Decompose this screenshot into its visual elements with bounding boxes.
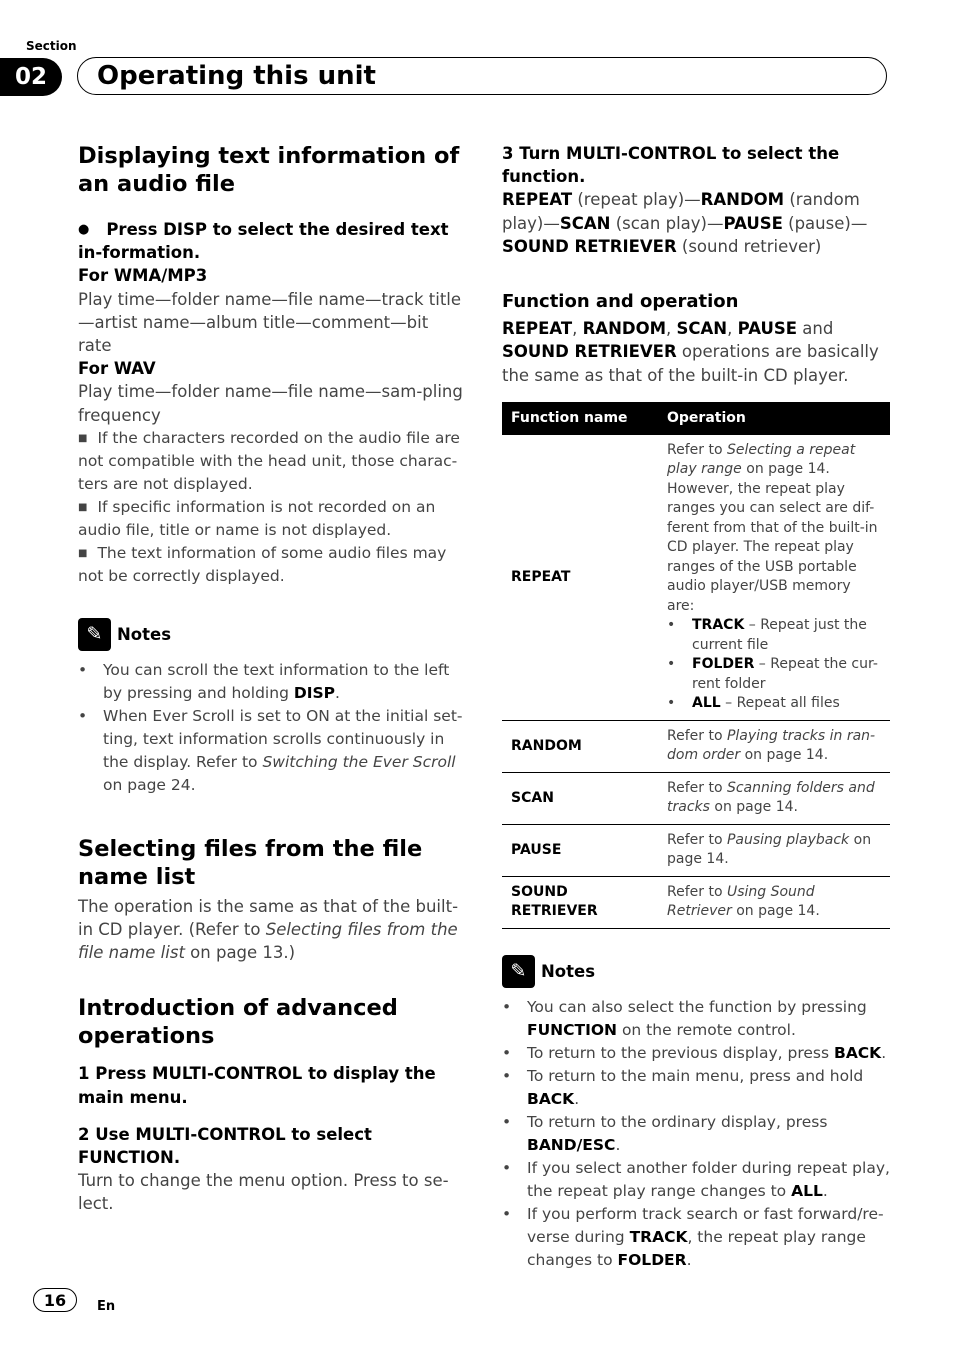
table-cell-function: SOUND RETRIEVER <box>502 876 658 928</box>
bullet-icon: • <box>667 617 676 634</box>
bullet-icon: • <box>78 660 88 679</box>
bullet-icon: • <box>502 997 512 1016</box>
function-operation-text: REPEAT, RANDOM, SCAN, PAUSE and SOUND RETRIEVER operations are basically the same as that of the built-in CD player. <box>502 319 879 385</box>
step-2: 2 Use MULTI-CONTROL to select FUNCTION. <box>78 1124 372 1168</box>
note-item: • You can scroll the text information to the left by pressing and holding DISP. <box>78 659 466 705</box>
table-header-row <box>502 402 890 435</box>
table-cell-function: REPEAT <box>502 435 658 721</box>
table-cell-operation: Refer to Selecting a repeat play range on page 14. However, the repeat play ranges you can select are dif-ferent from that of the built-in CD player. The repeat play ranges of the USB portable audio player/USB memory are: • TRACK – Repeat just the current file • FOLDER – Repeat the cur-rent folder • ALL – Repeat all files <box>658 435 890 721</box>
table-cell-operation: Refer to Scanning folders and tracks on page 14. <box>658 772 890 824</box>
right-column <box>502 142 890 1272</box>
note-item: • To return to the ordinary display, press BAND/ESC. <box>502 1111 890 1157</box>
wma-heading: For WMA/MP3 <box>78 266 208 286</box>
step-1: 1 Press MULTI-CONTROL to display the main menu. <box>78 1064 436 1107</box>
bullet-icon: • <box>502 1204 512 1223</box>
bullet-dot-icon: ● <box>78 222 90 237</box>
function-table <box>502 402 890 929</box>
heading-selecting-files: Selecting files from the file name list <box>78 835 423 890</box>
bullet-icon: • <box>667 695 676 712</box>
table-cell-function: RANDOM <box>502 720 658 772</box>
table-cell-operation: Refer to Pausing playback on page 14. <box>658 824 890 876</box>
bullet-icon: • <box>78 706 88 725</box>
table-row-pause <box>502 824 890 876</box>
notes-heading: ✎ Notes <box>78 618 466 651</box>
bullet-icon: • <box>502 1112 512 1131</box>
table-row-repeat <box>502 435 890 721</box>
caution-item: ■ The text information of some audio files may not be correctly displayed. <box>78 543 447 585</box>
bullet-icon: • <box>502 1066 512 1085</box>
function-sequence: REPEAT (repeat play)—RANDOM (random play)—SCAN (scan play)—PAUSE (pause)—SOUND RETRIEVER (sound retriever) <box>502 190 868 256</box>
table-row-sound-retriever <box>502 876 890 928</box>
note-item: • If you select another folder during repeat play, the repeat play range changes to ALL. <box>502 1157 890 1203</box>
square-bullet-icon: ■ <box>78 501 88 513</box>
section-label: Section <box>26 39 77 53</box>
bullet-icon: • <box>502 1158 512 1177</box>
note-item: • To return to the previous display, press BACK. <box>502 1042 890 1065</box>
square-bullet-icon: ■ <box>78 547 88 559</box>
table-row-random <box>502 720 890 772</box>
table-cell-function: PAUSE <box>502 824 658 876</box>
wav-text: Play time—folder name—file name—sam-pling frequency <box>78 382 463 425</box>
wma-text: Play time—folder name—file name—track title—artist name—album title—comment—bit rate <box>78 289 462 356</box>
table-cell-operation: Refer to Playing tracks in ran-dom order on page 14. <box>658 720 890 772</box>
wav-heading: For WAV <box>78 359 156 379</box>
note-item: • When Ever Scroll is set to ON at the initial set-ting, text information scrolls continuously in the display. Refer to Switching the Ever Scroll on page 24. <box>78 705 466 797</box>
language-code: En <box>97 1299 116 1314</box>
left-column <box>78 142 466 1216</box>
square-bullet-icon: ■ <box>78 432 88 444</box>
heading-advanced-operations: Introduction of advanced operations <box>78 995 398 1050</box>
page-title: Operating this unit <box>97 61 376 91</box>
note-item: • To return to the main menu, press and hold BACK. <box>502 1065 890 1111</box>
step-2-text: Turn to change the menu option. Press to se-lect. <box>78 1171 449 1214</box>
function-operation-heading: Function and operation <box>502 291 739 313</box>
bullet-icon: • <box>502 1043 512 1062</box>
pencil-note-icon: ✎ <box>502 955 535 988</box>
pencil-note-icon: ✎ <box>78 618 111 651</box>
heading-displaying-text: Displaying text information of an audio file <box>78 143 460 197</box>
table-cell-function: SCAN <box>502 772 658 824</box>
table-cell-operation: Refer to Using Sound Retriever on page 14. <box>658 876 890 928</box>
table-row-scan <box>502 772 890 824</box>
caution-item: ■ If the characters recorded on the audio file are not compatible with the head unit, those charac-ters are not displayed. <box>78 428 460 493</box>
caution-item: ■ If specific information is not recorded on an audio file, title or name is not displayed. <box>78 497 436 539</box>
note-item: • You can also select the function by pressing FUNCTION on the remote control. <box>502 996 890 1042</box>
bullet-icon: • <box>667 656 676 673</box>
notes-heading: ✎ Notes <box>502 955 890 988</box>
section-number-badge: 02 <box>0 58 62 96</box>
page-number: 16 <box>33 1288 77 1312</box>
table-header-operation: Operation <box>658 402 890 435</box>
table-header-function-name: Function name <box>502 402 658 435</box>
step-press-disp: ● Press DISP to select the desired text in-formation. <box>78 220 449 263</box>
selecting-files-text: The operation is the same as that of the built-in CD player. (Refer to Selecting files from the file name list on page 13.) <box>78 896 459 963</box>
step-3: 3 Turn MULTI-CONTROL to select the function. <box>502 144 840 187</box>
note-item: • If you perform track search or fast forward/re-verse during TRACK, the repeat play range changes to FOLDER. <box>502 1203 890 1272</box>
